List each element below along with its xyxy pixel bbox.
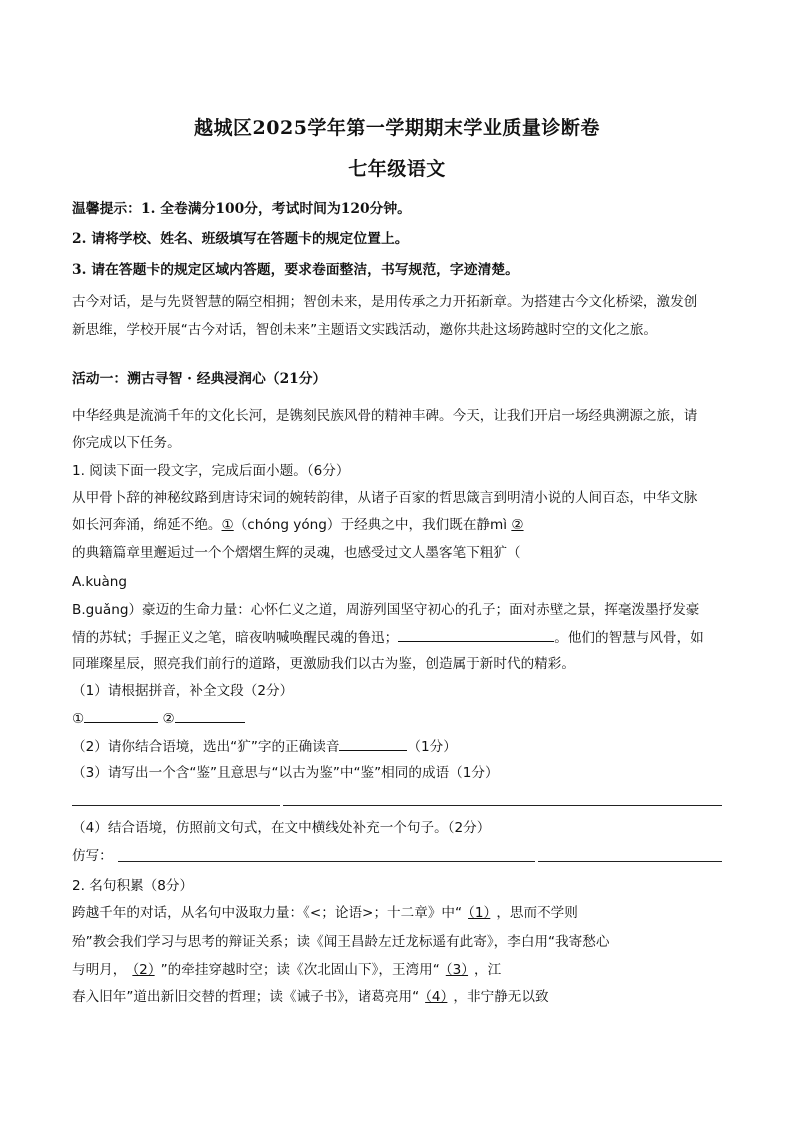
q1-passage-6 xyxy=(72,627,732,648)
q1-passage-6b: 。他们的智慧与风骨，如 xyxy=(554,630,704,646)
q2-label: 2. 名句积累（8分） xyxy=(72,878,194,894)
q1-sub1: （1）请根据拼音，补全文段（2分） xyxy=(72,683,294,699)
answer-line-imitate-b[interactable] xyxy=(538,861,722,862)
answer-blank-2[interactable] xyxy=(175,708,245,723)
imitate-label: 仿写： xyxy=(72,848,113,864)
answer-blank-sentence[interactable] xyxy=(398,627,554,642)
intro-line-1: 古今对话，是与先贤智慧的隔空相拥；智创未来，是用传承之力开拓新章。为搭建古今文化桥梁，激发创 xyxy=(72,294,698,310)
fill-blank-3[interactable]: （3） xyxy=(445,962,469,978)
answer-blank-pronunciation[interactable] xyxy=(339,736,407,751)
activity1-intro-2: 你完成以下任务。 xyxy=(72,435,181,451)
intro-line-2: 新思维，学校开展“古今对话，智创未来”主题语文实践活动，邀你共赴这场跨越时空的文化之旅。 xyxy=(72,322,658,338)
q1-option-a: A.kuàng xyxy=(72,574,128,590)
q2-line-3 xyxy=(72,960,732,980)
q2-line-4 xyxy=(72,987,732,1007)
answer-marker-2: ② xyxy=(162,711,175,727)
tip-line-1: 温馨提示：1. 全卷满分100分，考试时间为120分钟。 xyxy=(72,201,411,217)
blank-marker-1: ① xyxy=(221,517,234,533)
fill-blank-4[interactable]: （4） xyxy=(425,989,448,1005)
blank-marker-2: ② xyxy=(511,517,524,533)
q1-sub2-score: （1分） xyxy=(407,739,457,755)
fill-blank-2[interactable]: （2） xyxy=(132,962,155,978)
q2-line-1 xyxy=(72,903,732,923)
q1-passage-2b: （chóng yóng）于经典之中，我们既在静mì xyxy=(233,517,512,533)
activity1-intro-1: 中华经典是流淌千年的文化长河，是镌刻民族风骨的精神丰碑。今天，让我们开启一场经典溯源之旅，请 xyxy=(72,408,698,424)
activity1-heading: 活动一：溯古寻智 · 经典浸润心（21分） xyxy=(72,371,327,387)
q1-passage-5: B.guǎng）豪迈的生命力量：心怀仁义之道，周游列国坚守初心的孔子；面对赤壁之景，挥毫泼墨抒发豪 xyxy=(72,602,700,618)
q2-line-2: 殆”教会我们学习与思考的辩证关系；读《闻王昌龄左迁龙标遥有此寄》，李白用“我寄愁心 xyxy=(72,934,610,950)
q1-passage-6a: 情的苏轼；手握正义之笔，暗夜呐喊唤醒民魂的鲁迅； xyxy=(72,630,399,646)
q2-line-3c: ，江 xyxy=(474,962,502,978)
exam-title: 越城区2025学年第一学期期末学业质量诊断卷 xyxy=(194,117,600,139)
tip-line-3: 3. 请在答题卡的规定区域内答题，要求卷面整洁，书写规范，字迹清楚。 xyxy=(72,262,519,278)
answer-marker-1: ① xyxy=(72,711,85,727)
q1-sub1-answers xyxy=(72,708,732,729)
q1-sub3: （3）请写出一个含“鉴”且意思与“以古为鉴”中“鉴”相同的成语（1分） xyxy=(72,765,499,781)
q1-passage-2 xyxy=(72,515,732,535)
q1-sub4: （4）结合语境，仿照前文句式，在文中横线处补充一个句子。（2分） xyxy=(72,820,491,836)
q2-line-4a: 春入旧年”道出新旧交替的哲理；读《诫子书》，诸葛亮用“ xyxy=(72,989,420,1005)
fill-blank-1[interactable]: （1） xyxy=(468,905,491,921)
q1-sub2-text: （2）请你结合语境，选出“犷”字的正确读音 xyxy=(72,739,340,755)
q2-line-4b: ，非宁静无以致 xyxy=(453,989,549,1005)
exam-subtitle: 七年级语文 xyxy=(348,158,446,180)
q2-line-1a: 跨越千年的对话，从名句中汲取力量：《<；论语>；十二章》中“ xyxy=(72,905,463,921)
q1-sub2 xyxy=(72,736,732,757)
q2-line-1b: ，思而不学则 xyxy=(496,905,578,921)
answer-line-idiom-b[interactable] xyxy=(283,805,722,806)
q1-passage-7: 同璀璨星辰，照亮我们前行的道路，更激励我们以古为鉴，创造属于新时代的精彩。 xyxy=(72,656,575,672)
q2-line-3a: 与明月， xyxy=(72,962,127,978)
answer-line-idiom-a[interactable] xyxy=(72,805,280,806)
q1-passage-1: 从甲骨卜辞的神秘纹路到唐诗宋词的婉转韵律，从诸子百家的哲思箴言到明清小说的人间百态，中华文脉 xyxy=(72,490,698,506)
answer-line-imitate-a[interactable] xyxy=(118,861,535,862)
tip-line-2: 2. 请将学校、姓名、班级填写在答题卡的规定位置上。 xyxy=(72,231,409,247)
q1-label: 1. 阅读下面一段文字，完成后面小题。（6分） xyxy=(72,463,350,479)
q2-line-3b: ”的牵挂穿越时空；读《次北固山下》，王湾用“ xyxy=(160,962,440,978)
q1-passage-2a: 如长河奔涌，绵延不绝。 xyxy=(72,517,222,533)
q1-passage-3: 的典籍篇章里邂逅过一个个熠熠生辉的灵魂，也感受过文人墨客笔下粗犷（ xyxy=(72,545,521,561)
answer-blank-1[interactable] xyxy=(84,708,158,723)
